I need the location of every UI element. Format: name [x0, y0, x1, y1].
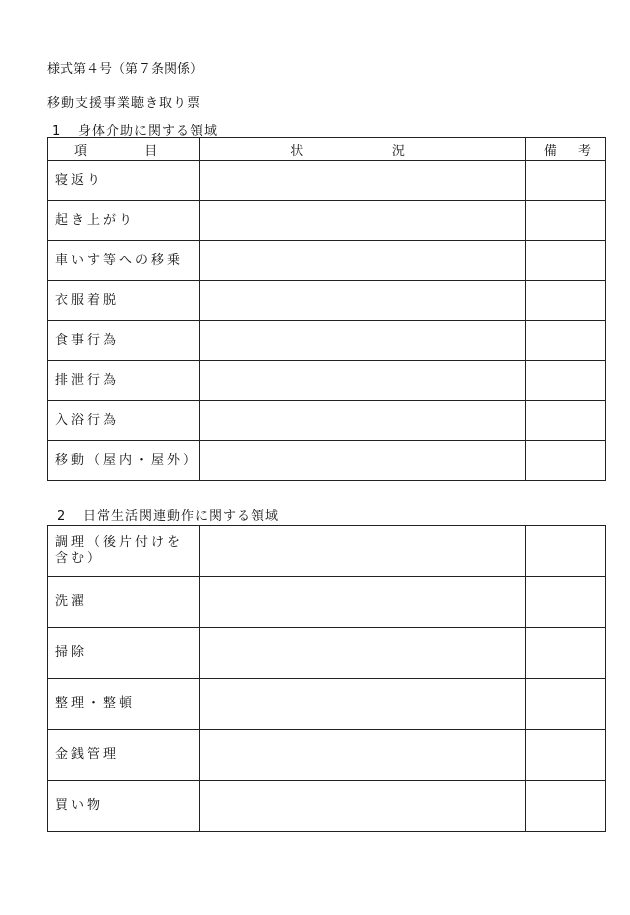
notes-cell[interactable] [525, 281, 605, 321]
status-cell[interactable] [200, 628, 526, 679]
notes-cell[interactable] [525, 361, 605, 401]
status-cell[interactable] [200, 321, 526, 361]
table-row [48, 781, 606, 832]
status-cell[interactable] [200, 577, 526, 628]
row-label: 掃除 [48, 628, 200, 679]
section-1-header-row [48, 138, 606, 161]
status-cell[interactable] [200, 730, 526, 781]
notes-cell[interactable] [525, 628, 605, 679]
status-cell[interactable] [200, 201, 526, 241]
table-row [48, 730, 606, 781]
section-2-number: 2 [57, 509, 67, 524]
row-label: 整理・整頓 [48, 679, 200, 730]
notes-cell[interactable] [525, 161, 605, 201]
section-2-table [47, 525, 606, 832]
row-label: 調理（後片付けを含む） [48, 526, 200, 577]
row-label: 起き上がり [48, 201, 200, 241]
notes-cell[interactable] [525, 730, 605, 781]
section-1-title-text: 身体介助に関する領域 [78, 124, 219, 139]
notes-cell[interactable] [525, 241, 605, 281]
section-2-title-text: 日常生活関連動作に関する領域 [83, 509, 280, 524]
table-row [48, 281, 606, 321]
status-cell[interactable] [200, 361, 526, 401]
section-1-number: 1 [52, 124, 62, 139]
notes-cell[interactable] [525, 781, 605, 832]
notes-cell[interactable] [525, 577, 605, 628]
status-cell[interactable] [200, 526, 526, 577]
form-number: 様式第４号（第７条関係） [47, 62, 204, 77]
header-item: 項 目 [48, 138, 200, 161]
row-label: 金銭管理 [48, 730, 200, 781]
row-label: 移動（屋内・屋外） [48, 441, 200, 481]
row-label: 買い物 [48, 781, 200, 832]
row-label: 入浴行為 [48, 401, 200, 441]
row-label: 衣服着脱 [48, 281, 200, 321]
section-1-table [47, 137, 606, 481]
notes-cell[interactable] [525, 201, 605, 241]
table-row [48, 361, 606, 401]
notes-cell[interactable] [525, 321, 605, 361]
notes-cell[interactable] [525, 679, 605, 730]
row-label: 食事行為 [48, 321, 200, 361]
table-row [48, 241, 606, 281]
notes-cell[interactable] [525, 526, 605, 577]
row-label: 寝返り [48, 161, 200, 201]
table-row [48, 201, 606, 241]
table-row [48, 321, 606, 361]
table-row [48, 679, 606, 730]
row-label: 洗濯 [48, 577, 200, 628]
table-row [48, 401, 606, 441]
header-status: 状 況 [200, 138, 526, 161]
table-row [48, 441, 606, 481]
status-cell[interactable] [200, 281, 526, 321]
status-cell[interactable] [200, 441, 526, 481]
status-cell[interactable] [200, 161, 526, 201]
table-row [48, 526, 606, 577]
table-row [48, 577, 606, 628]
table-row [48, 161, 606, 201]
status-cell[interactable] [200, 401, 526, 441]
row-label: 車いす等への移乗 [48, 241, 200, 281]
status-cell[interactable] [200, 241, 526, 281]
status-cell[interactable] [200, 679, 526, 730]
form-title: 移動支援事業聴き取り票 [47, 96, 202, 111]
notes-cell[interactable] [525, 401, 605, 441]
table-row [48, 628, 606, 679]
section-2-title [57, 505, 279, 524]
status-cell[interactable] [200, 781, 526, 832]
header-notes: 備 考 [525, 138, 605, 161]
row-label: 排泄行為 [48, 361, 200, 401]
notes-cell[interactable] [525, 441, 605, 481]
